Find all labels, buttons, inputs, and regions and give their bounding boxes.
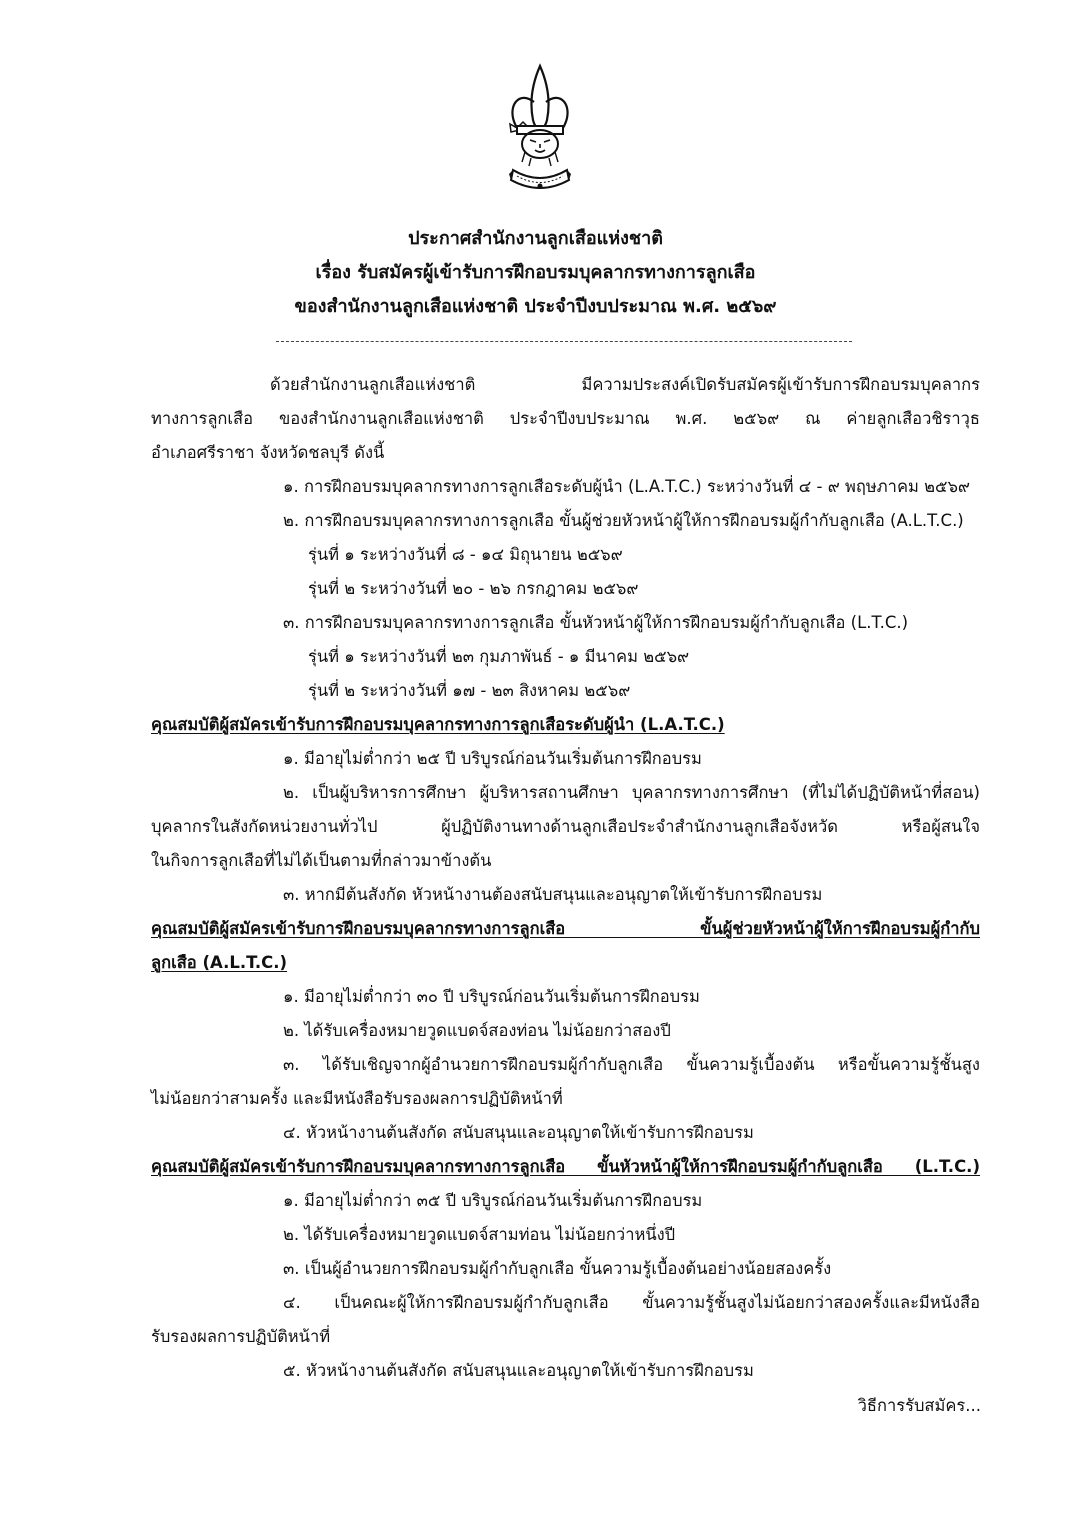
ltc-item-1: ๑. มีอายุไม่ต่ำกว่า ๓๕ ปี บริบูรณ์ก่อนวันเริ่มต้นการฝึกอบรม — [283, 1191, 703, 1210]
ltc-item-2: ๒. ได้รับเครื่องหมายวูดแบดจ์สามท่อน ไม่น้อยกว่าหนึ่งปี — [283, 1225, 676, 1244]
altc-item-3-cont: ไม่น้อยกว่าสามครั้ง และมีหนังสือรับรองผลการปฏิบัติหน้าที่ — [151, 1089, 563, 1108]
course-2-round-2: รุ่นที่ ๒ ระหว่างวันที่ ๒๐ - ๒๖ กรกฎาคม ๒๕๖๙ — [308, 579, 639, 598]
latc-item-2-cont-2: ในกิจการลูกเสือที่ไม่ได้เป็นตามที่กล่าวมาข้างต้น — [151, 851, 492, 870]
header-line-3: ของสำนักงานลูกเสือแห่งชาติ ประจำปีงบประมาณ พ.ศ. ๒๕๖๙ — [294, 296, 777, 317]
latc-section-title: คุณสมบัติผู้สมัครเข้ารับการฝึกอบรมบุคลากรทางการลูกเสือระดับผู้นำ (L.A.T.C.) — [151, 715, 725, 734]
course-2: ๒. การฝึกอบรมบุคลากรทางการลูกเสือ ขั้นผู้ช่วยหัวหน้าผู้ให้การฝึกอบรมผู้กำกับลูกเสือ (A.L.T.C.) — [283, 511, 964, 530]
altc-item-2: ๒. ได้รับเครื่องหมายวูดแบดจ์สองท่อน ไม่น้อยกว่าสองปี — [283, 1021, 671, 1040]
intro-line-1: ด้วยสำนักงานลูกเสือแห่งชาติ มีความประสงค์เปิดรับสมัครผู้เข้ารับการฝึกอบรมบุคลากร — [270, 375, 980, 394]
dashed-divider — [276, 341, 852, 342]
ltc-item-4: ๔. เป็นคณะผู้ให้การฝึกอบรมผู้กำกับลูกเสือ ขั้นความรู้ชั้นสูงไม่น้อยกว่าสองครั้งและมีหนังสือ — [283, 1293, 980, 1312]
ltc-item-3: ๓. เป็นผู้อำนวยการฝึกอบรมผู้กำกับลูกเสือ ขั้นความรู้เบื้องต้นอย่างน้อยสองครั้ง — [283, 1259, 832, 1278]
latc-item-1: ๑. มีอายุไม่ต่ำกว่า ๒๕ ปี บริบูรณ์ก่อนวันเริ่มต้นการฝึกอบรม — [283, 749, 702, 768]
latc-item-2-cont-1: บุคลากรในสังกัดหน่วยงานทั่วไป ผู้ปฏิบัติงานทางด้านลูกเสือประจำสำนักงานลูกเสือจังหวัด หรือผู้สนใจ — [151, 817, 980, 836]
altc-item-3: ๓. ได้รับเชิญจากผู้อำนวยการฝึกอบรมผู้กำกับลูกเสือ ขั้นความรู้เบื้องต้น หรือขั้นความรู้ชั้นสูง — [283, 1055, 980, 1074]
course-3-round-2: รุ่นที่ ๒ ระหว่างวันที่ ๑๗ - ๒๓ สิงหาคม ๒๕๖๙ — [308, 681, 631, 700]
altc-section-title-cont: ลูกเสือ (A.L.T.C.) — [151, 953, 288, 972]
ltc-item-4-cont: รับรองผลการปฏิบัติหน้าที่ — [151, 1327, 331, 1346]
ltc-section-title: คุณสมบัติผู้สมัครเข้ารับการฝึกอบรมบุคลากรทางการลูกเสือ ขั้นหัวหน้าผู้ให้การฝึกอบรมผู้กำกับลูกเสือ (L.T.C.) — [151, 1157, 980, 1176]
altc-section-title: คุณสมบัติผู้สมัครเข้ารับการฝึกอบรมบุคลากรทางการลูกเสือ ขั้นผู้ช่วยหัวหน้าผู้ให้การฝึกอบรมผู้กำกับ — [151, 919, 980, 938]
altc-item-1: ๑. มีอายุไม่ต่ำกว่า ๓๐ ปี บริบูรณ์ก่อนวันเริ่มต้นการฝึกอบรม — [283, 987, 700, 1006]
header-line-2: เรื่อง รับสมัครผู้เข้ารับการฝึกอบรมบุคลากรทางการลูกเสือ — [315, 262, 756, 283]
continuation-note: วิธีการรับสมัคร... — [857, 1396, 981, 1415]
intro-line-3: อำเภอศรีราชา จังหวัดชลบุรี ดังนี้ — [151, 443, 385, 462]
latc-item-3: ๓. หากมีต้นสังกัด หัวหน้างานต้องสนับสนุนและอนุญาตให้เข้ารับการฝึกอบรม — [283, 885, 823, 904]
intro-line-2: ทางการลูกเสือ ของสำนักงานลูกเสือแห่งชาติ ประจำปีงบประมาณ พ.ศ. ๒๕๖๙ ณ ค่ายลูกเสือวชิราวุธ — [151, 409, 980, 428]
ltc-item-5: ๕. หัวหน้างานต้นสังกัด สนับสนุนและอนุญาตให้เข้ารับการฝึกอบรม — [283, 1361, 754, 1380]
latc-item-2: ๒. เป็นผู้บริหารการศึกษา ผู้บริหารสถานศึกษา บุคลากรทางการศึกษา (ที่ไม่ได้ปฏิบัติหน้าที่สอน) — [283, 783, 980, 802]
altc-item-4: ๔. หัวหน้างานต้นสังกัด สนับสนุนและอนุญาตให้เข้ารับการฝึกอบรม — [283, 1123, 754, 1142]
scout-emblem-icon — [505, 62, 575, 202]
course-3-round-1: รุ่นที่ ๑ ระหว่างวันที่ ๒๓ กุมภาพันธ์ - ๑ มีนาคม ๒๕๖๙ — [308, 647, 690, 666]
course-1: ๑. การฝึกอบรมบุคลากรทางการลูกเสือระดับผู้นำ (L.A.T.C.) ระหว่างวันที่ ๔ - ๙ พฤษภาคม ๒๕๖๙ — [283, 477, 971, 496]
course-2-round-1: รุ่นที่ ๑ ระหว่างวันที่ ๘ - ๑๔ มิถุนายน ๒๕๖๙ — [308, 545, 623, 564]
course-3: ๓. การฝึกอบรมบุคลากรทางการลูกเสือ ขั้นหัวหน้าผู้ให้การฝึกอบรมผู้กำกับลูกเสือ (L.T.C.) — [283, 613, 909, 632]
header-line-1: ประกาศสำนักงานลูกเสือแห่งชาติ — [408, 228, 663, 249]
